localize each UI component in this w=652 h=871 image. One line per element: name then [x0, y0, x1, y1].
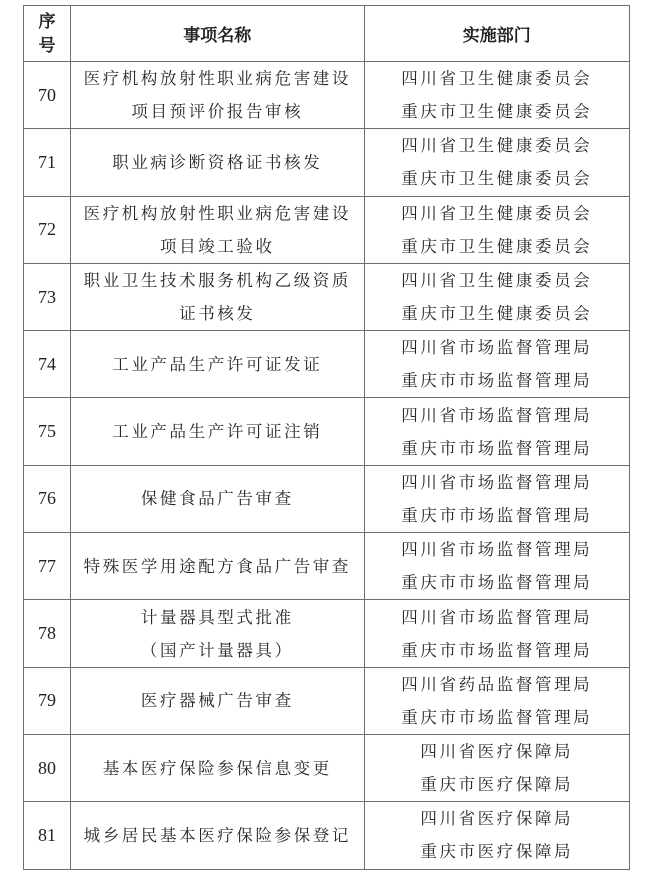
item-name-line: 职业病诊断资格证书核发	[112, 152, 323, 172]
item-name-line: 项目竣工验收	[159, 236, 275, 256]
department-cell	[364, 533, 629, 600]
table-row	[24, 129, 630, 196]
department-cell	[364, 62, 629, 129]
department-chongqing: 重庆市医疗保障局	[420, 775, 574, 795]
item-name-line: （国产计量器具）	[140, 640, 294, 660]
table-row	[24, 533, 630, 600]
table-row	[24, 62, 630, 129]
table-row	[24, 398, 630, 465]
department-chongqing: 重庆市卫生健康委员会	[401, 304, 593, 324]
department-cell	[364, 802, 629, 869]
item-name-cell	[71, 129, 364, 196]
item-name-line: 证书核发	[179, 304, 256, 324]
item-name-cell	[71, 398, 364, 465]
item-name-line: 项目预评价报告审核	[131, 102, 304, 122]
item-name-cell	[71, 533, 364, 600]
item-name-cell	[71, 62, 364, 129]
department-cell	[364, 398, 629, 465]
service-items-table	[23, 5, 630, 870]
serial-number-cell: 71	[24, 129, 71, 196]
department-cell	[364, 331, 629, 398]
item-name-line: 保健食品广告审查	[140, 489, 294, 509]
item-name-cell	[71, 667, 364, 734]
department-chongqing: 重庆市市场监督管理局	[401, 707, 593, 727]
item-name-line: 计量器具型式批准	[140, 607, 294, 627]
table-row	[24, 263, 630, 330]
table-row	[24, 196, 630, 263]
department-sichuan: 四川省卫生健康委员会	[401, 203, 593, 223]
department-chongqing: 重庆市市场监督管理局	[401, 438, 593, 458]
table-body	[24, 62, 630, 870]
department-sichuan: 四川省卫生健康委员会	[401, 136, 593, 156]
department-chongqing: 重庆市市场监督管理局	[401, 640, 593, 660]
department-chongqing: 重庆市市场监督管理局	[401, 505, 593, 525]
item-name-cell	[71, 263, 364, 330]
serial-number-cell: 74	[24, 331, 71, 398]
department-cell	[364, 465, 629, 532]
item-name-line: 职业卫生技术服务机构乙级资质	[83, 271, 351, 291]
table-row	[24, 802, 630, 869]
item-name-cell	[71, 196, 364, 263]
department-cell	[364, 667, 629, 734]
item-name-line: 医疗机构放射性职业病危害建设	[83, 69, 351, 89]
item-name-line: 医疗机构放射性职业病危害建设	[83, 203, 351, 223]
item-name-cell	[71, 734, 364, 801]
serial-number-cell: 81	[24, 802, 71, 869]
item-name-line: 特殊医学用途配方食品广告审查	[83, 556, 351, 576]
department-chongqing: 重庆市市场监督管理局	[401, 371, 593, 391]
item-name-line: 工业产品生产许可证注销	[112, 422, 323, 442]
serial-number-cell: 72	[24, 196, 71, 263]
department-cell	[364, 600, 629, 667]
serial-number-cell: 79	[24, 667, 71, 734]
table-row	[24, 331, 630, 398]
department-sichuan: 四川省市场监督管理局	[401, 607, 593, 627]
department-sichuan: 四川省市场监督管理局	[401, 472, 593, 492]
serial-number-cell: 70	[24, 62, 71, 129]
header-serial-number-line2: 号	[38, 35, 56, 56]
header-serial-number	[24, 6, 71, 62]
serial-number-cell: 75	[24, 398, 71, 465]
item-name-line: 城乡居民基本医疗保险参保登记	[83, 825, 351, 845]
table-row	[24, 667, 630, 734]
serial-number-cell: 73	[24, 263, 71, 330]
department-sichuan: 四川省药品监督管理局	[401, 674, 593, 694]
department-sichuan: 四川省医疗保障局	[420, 742, 574, 762]
serial-number-cell: 78	[24, 600, 71, 667]
item-name-line: 工业产品生产许可证发证	[112, 354, 323, 374]
serial-number-cell: 76	[24, 465, 71, 532]
department-cell	[364, 196, 629, 263]
item-name-cell	[71, 465, 364, 532]
department-sichuan: 四川省医疗保障局	[420, 809, 574, 829]
department-cell	[364, 263, 629, 330]
header-department: 实施部门	[364, 6, 629, 62]
table-row	[24, 600, 630, 667]
department-chongqing: 重庆市卫生健康委员会	[401, 169, 593, 189]
item-name-cell	[71, 802, 364, 869]
header-serial-number-line1: 序	[38, 11, 56, 32]
department-chongqing: 重庆市卫生健康委员会	[401, 102, 593, 122]
item-name-cell	[71, 331, 364, 398]
department-sichuan: 四川省卫生健康委员会	[401, 271, 593, 291]
department-chongqing: 重庆市卫生健康委员会	[401, 236, 593, 256]
header-item-name: 事项名称	[71, 6, 364, 62]
department-sichuan: 四川省市场监督管理局	[401, 405, 593, 425]
department-sichuan: 四川省市场监督管理局	[401, 540, 593, 560]
department-cell	[364, 734, 629, 801]
table-row	[24, 465, 630, 532]
department-sichuan: 四川省市场监督管理局	[401, 338, 593, 358]
table-header-row	[24, 6, 630, 62]
table-row	[24, 734, 630, 801]
department-chongqing: 重庆市医疗保障局	[420, 842, 574, 862]
serial-number-cell: 77	[24, 533, 71, 600]
department-chongqing: 重庆市市场监督管理局	[401, 573, 593, 593]
serial-number-cell: 80	[24, 734, 71, 801]
item-name-line: 医疗器械广告审查	[140, 691, 294, 711]
department-cell	[364, 129, 629, 196]
department-sichuan: 四川省卫生健康委员会	[401, 69, 593, 89]
item-name-line: 基本医疗保险参保信息变更	[102, 758, 332, 778]
item-name-cell	[71, 600, 364, 667]
